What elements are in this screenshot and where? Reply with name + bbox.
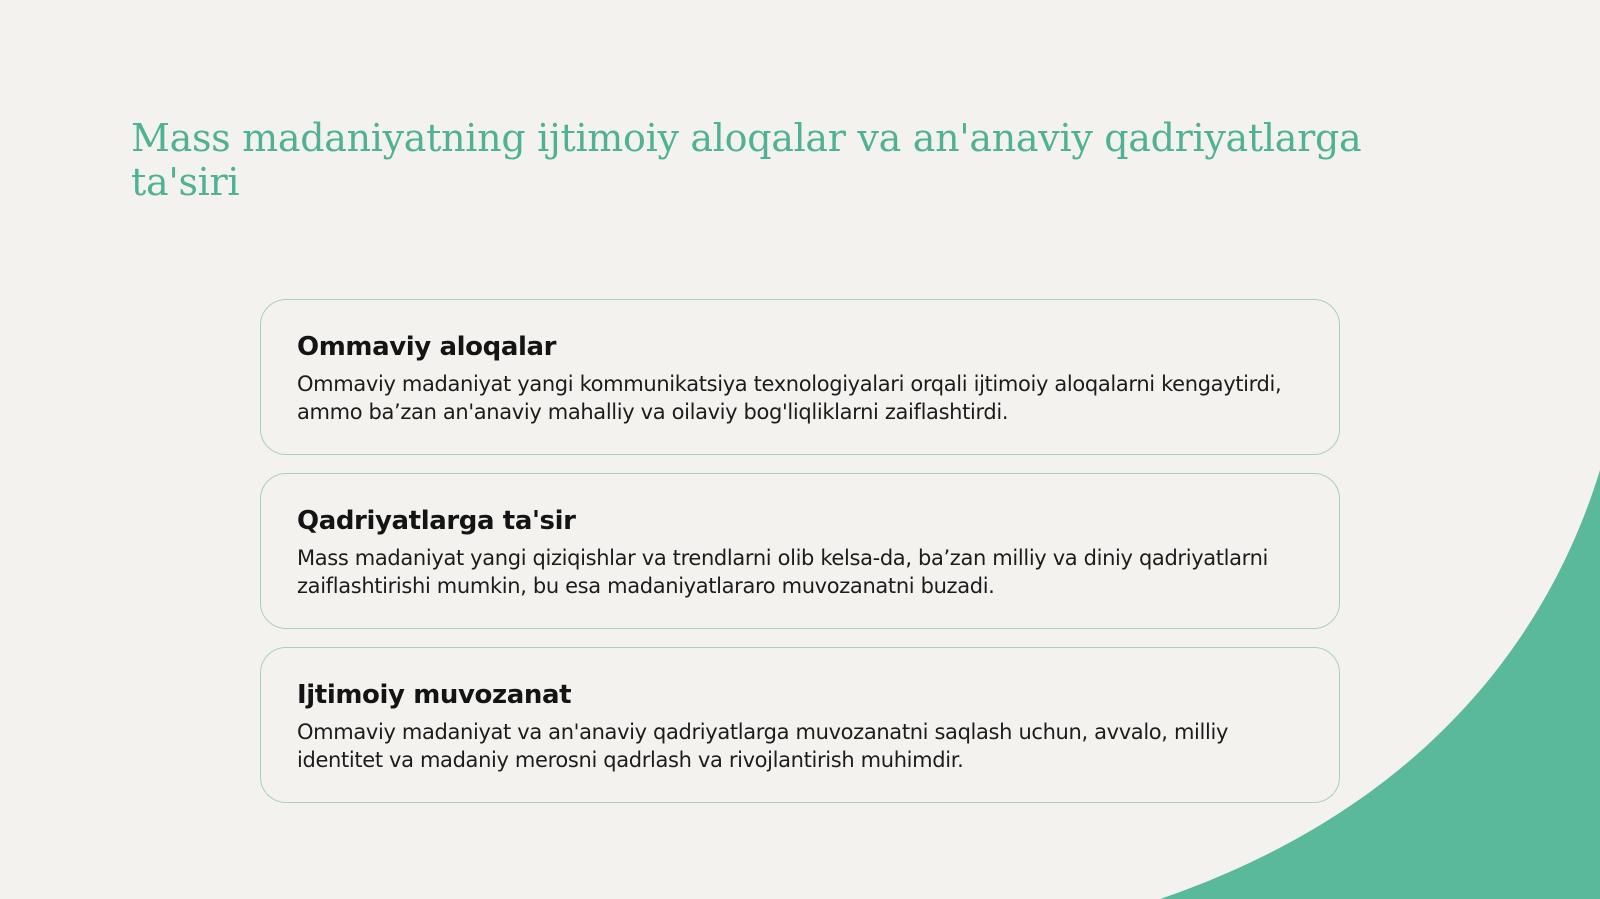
card-heading: Ijtimoiy muvozanat bbox=[297, 680, 572, 710]
card-body: Ommaviy madaniyat va an'anaviy qadriyatlarga muvozanatni saqlash uchun, avvalo, milliy identitet va madaniy merosni qadrlash va rivojlantirish muhimdir. bbox=[297, 720, 1229, 772]
card-heading: Qadriyatlarga ta'sir bbox=[297, 506, 576, 536]
card-qadriyatlarga-tasir bbox=[260, 473, 1340, 629]
card-list bbox=[260, 299, 1340, 821]
card-heading: Ommaviy aloqalar bbox=[297, 332, 557, 362]
card-ommaviy-aloqalar bbox=[260, 299, 1340, 455]
card-body: Ommaviy madaniyat yangi kommunikatsiya texnologiyalari orqali ijtimoiy aloqalarni kengaytirdi, ammo ba’zan an'anaviy mahalliy va oilaviy bog'liqliklarni zaiflashtirdi. bbox=[297, 372, 1282, 424]
card-body: Mass madaniyat yangi qiziqishlar va trendlarni olib kelsa-da, ba’zan milliy va diniy qadriyatlarni zaiflashtirishi mumkin, bu esa madaniyatlararo muvozanatni buzadi. bbox=[297, 546, 1269, 598]
slide-title: Mass madaniyatning ijtimoiy aloqalar va an'anaviy qadriyatlarga ta'siri bbox=[131, 116, 1362, 204]
card-ijtimoiy-muvozanat bbox=[260, 647, 1340, 803]
